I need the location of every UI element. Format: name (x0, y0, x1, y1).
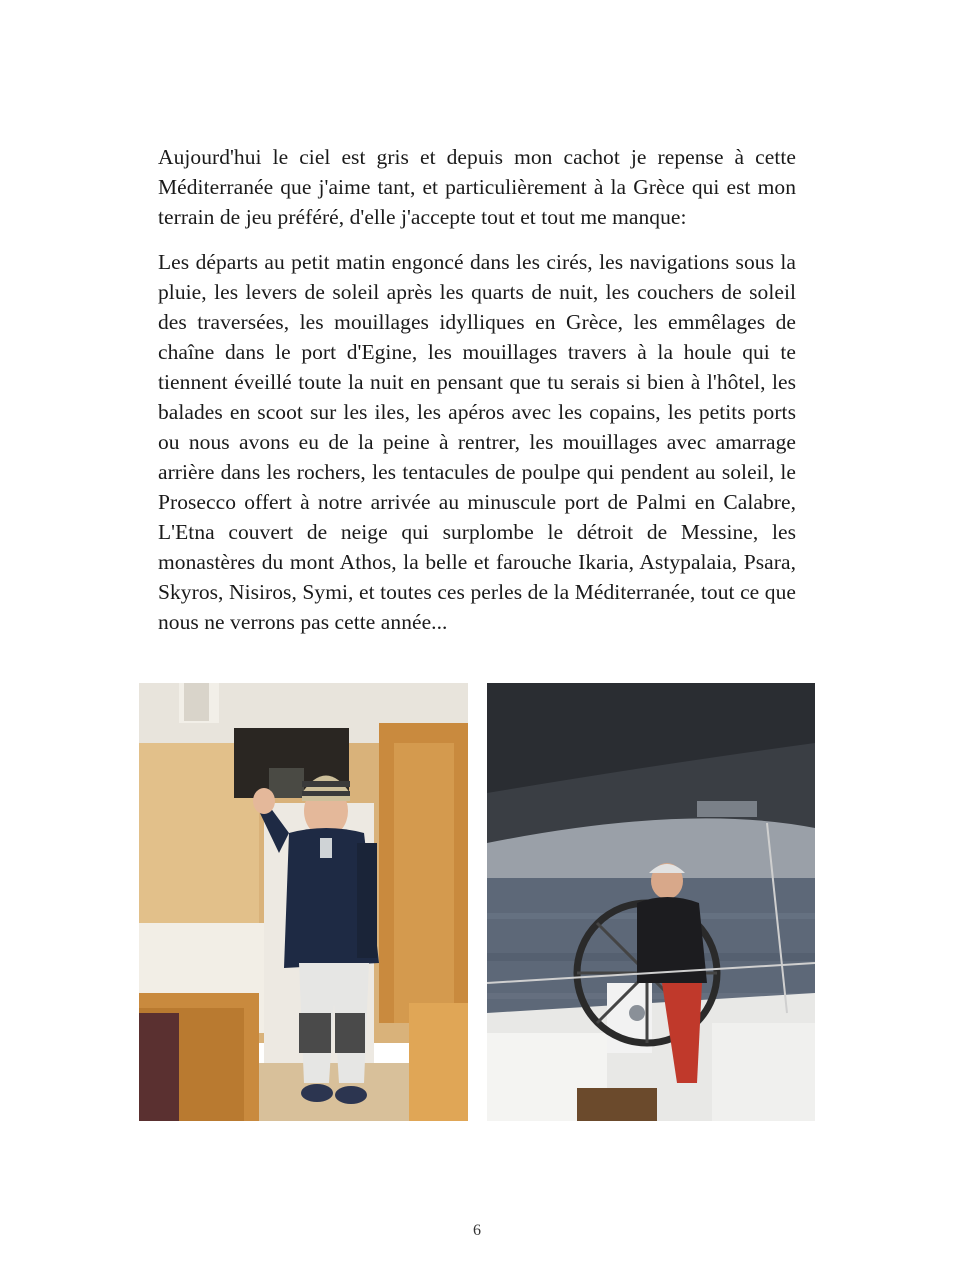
photo-helmsman-at-sea (487, 683, 815, 1121)
paragraph-memories: Les départs au petit matin engoncé dans les cirés, les navigations sous la pluie, les levers de soleil après les quarts de nuit, les couchers de soleil des traversées, les mouillages idylliques en Grèce, les emmêlages de chaîne dans le port d'Egine, les mouillages travers à la houle qui te tiennent éveillé toute la nuit en pensant que tu serais si bien à l'hôtel, les balades en scoot sur les iles, les apéros avec les copains, les petits ports ou nous avons eu de la peine à rentrer, les mouillages avec amarrage arrière dans les rochers, les tentacules de poulpe qui pendent au soleil, le Prosecco offert à notre arrivée au minuscule port de Palmi en Calabre, L'Etna couvert de neige qui surplombe le détroit de Messine, les monastères du mont Athos, la belle et farouche Ikaria, Astypalaia, Psara, Skyros, Nisiros, Symi, et toutes ces perles de la Méditerranée, tout ce que nous ne verrons pas cette année... (158, 250, 796, 634)
helm-photo-illustration (487, 683, 815, 1121)
page-number: 6 (473, 1222, 481, 1239)
cabin-photo-illustration (139, 683, 468, 1121)
paragraph-intro: Aujourd'hui le ciel est gris et depuis mon cachot je repense à cette Méditerranée que j'aime tant, et particulièrement à la Grèce qui est mon terrain de jeu préféré, d'elle j'accepte tout et tout me manque: (158, 145, 796, 229)
photo-cabin-woman-waving (139, 683, 468, 1121)
